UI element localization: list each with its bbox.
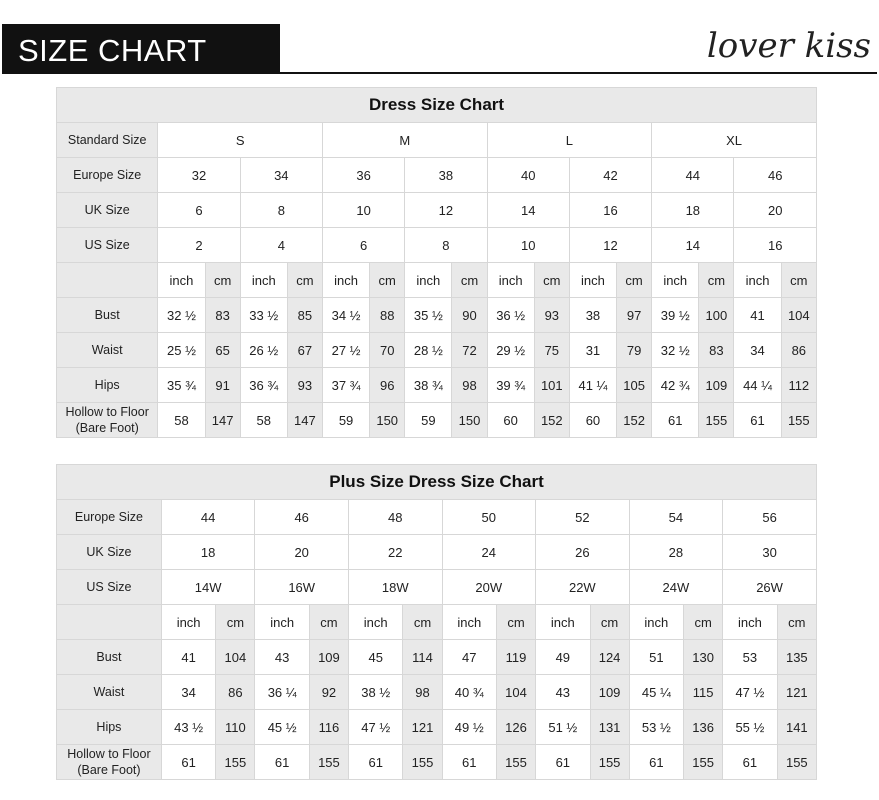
table-cell: 135: [777, 640, 816, 675]
table-cell: 155: [590, 745, 629, 780]
table-cell: 29 ½: [487, 333, 534, 368]
unit-cell: cm: [370, 263, 405, 298]
table-cell: 60: [569, 403, 616, 438]
table-cell: 147: [205, 403, 240, 438]
uk-size-row: [57, 193, 817, 228]
table-cell: 61: [734, 403, 781, 438]
unit-cell: cm: [309, 605, 348, 640]
table-cell: 18W: [348, 570, 442, 605]
table-cell: 32 ½: [158, 298, 205, 333]
unit-cell: cm: [452, 263, 487, 298]
table-cell: 147: [287, 403, 322, 438]
row-label: Hips: [57, 710, 162, 745]
table-cell: 59: [405, 403, 452, 438]
table-cell: 16: [734, 228, 817, 263]
table-cell: L: [487, 123, 652, 158]
table-cell: 36 ½: [487, 298, 534, 333]
table-cell: 43: [255, 640, 309, 675]
table-cell: 36 ¼: [255, 675, 309, 710]
table-cell: 18: [652, 193, 734, 228]
table-cell: 53 ½: [629, 710, 683, 745]
table-cell: 43 ½: [161, 710, 215, 745]
table-cell: 6: [322, 228, 404, 263]
table-cell: 104: [497, 675, 536, 710]
page-title: SIZE CHART: [18, 33, 207, 68]
row-label: Waist: [57, 333, 158, 368]
table-cell: 126: [497, 710, 536, 745]
table-cell: 155: [699, 403, 734, 438]
table-cell: 38 ¾: [405, 368, 452, 403]
unit-row: [57, 605, 817, 640]
table-cell: 155: [497, 745, 536, 780]
brand-logo: lover kiss: [706, 26, 871, 66]
table-cell: 61: [348, 745, 402, 780]
hips-row: [57, 710, 817, 745]
table-cell: 52: [536, 500, 630, 535]
table-cell: 37 ¾: [322, 368, 369, 403]
row-label: Bust: [57, 298, 158, 333]
table-cell: 47: [442, 640, 496, 675]
bust-row: [57, 298, 817, 333]
hollow-to-floor-row: [57, 403, 817, 438]
row-label: Europe Size: [57, 500, 162, 535]
table-cell: 45: [348, 640, 402, 675]
hips-row: [57, 368, 817, 403]
row-label: US Size: [57, 228, 158, 263]
unit-cell: cm: [205, 263, 240, 298]
table-cell: 38 ½: [348, 675, 402, 710]
table-cell: 97: [617, 298, 652, 333]
table-cell: 32: [158, 158, 240, 193]
table-cell: 86: [781, 333, 816, 368]
table-title-row: [57, 88, 817, 123]
table-cell: 38: [569, 298, 616, 333]
row-label-line: Hollow to Floor: [67, 747, 151, 761]
table-cell: 14: [487, 193, 569, 228]
table-cell: 10: [322, 193, 404, 228]
table-cell: 100: [699, 298, 734, 333]
table-cell: 104: [781, 298, 816, 333]
table-cell: 34: [161, 675, 215, 710]
table-cell: 59: [322, 403, 369, 438]
table-cell: 91: [205, 368, 240, 403]
table-cell: 12: [405, 193, 487, 228]
table-cell: 14: [652, 228, 734, 263]
table-cell: 121: [403, 710, 442, 745]
table-cell: 24: [442, 535, 536, 570]
table-cell: 104: [216, 640, 255, 675]
unit-cell: inch: [734, 263, 781, 298]
table-cell: 51 ½: [536, 710, 590, 745]
table-cell: 150: [452, 403, 487, 438]
plus-size-table: [56, 464, 817, 780]
table-cell: 114: [403, 640, 442, 675]
table-cell: 42: [569, 158, 651, 193]
table-cell: 39 ¾: [487, 368, 534, 403]
unit-cell: inch: [240, 263, 287, 298]
table-cell: 41 ¼: [569, 368, 616, 403]
table-cell: XL: [652, 123, 817, 158]
table-cell: 90: [452, 298, 487, 333]
table-cell: 115: [684, 675, 723, 710]
table-cell: 130: [684, 640, 723, 675]
table-cell: 61: [442, 745, 496, 780]
table-cell: 101: [534, 368, 569, 403]
table-cell: 28: [629, 535, 723, 570]
table-cell: 46: [734, 158, 817, 193]
unit-cell: inch: [442, 605, 496, 640]
row-label: UK Size: [57, 193, 158, 228]
table-cell: 35 ¾: [158, 368, 205, 403]
row-label: [57, 745, 162, 780]
unit-row: [57, 263, 817, 298]
table-cell: 8: [405, 228, 487, 263]
unit-cell: inch: [723, 605, 777, 640]
table-cell: 16: [569, 193, 651, 228]
table-cell: 53: [723, 640, 777, 675]
table-cell: 110: [216, 710, 255, 745]
table-cell: 45 ¼: [629, 675, 683, 710]
us-size-row: [57, 570, 817, 605]
table-cell: 34: [734, 333, 781, 368]
table-cell: 12: [569, 228, 651, 263]
table-cell: 43: [536, 675, 590, 710]
blank-label-cell: [57, 605, 162, 640]
table-cell: 26: [536, 535, 630, 570]
table-cell: 152: [534, 403, 569, 438]
table-cell: 4: [240, 228, 322, 263]
table-cell: 150: [370, 403, 405, 438]
row-label: Standard Size: [57, 123, 158, 158]
table-cell: 20W: [442, 570, 536, 605]
table-cell: 70: [370, 333, 405, 368]
table-cell: 93: [287, 368, 322, 403]
table-cell: 33 ½: [240, 298, 287, 333]
unit-cell: cm: [590, 605, 629, 640]
table-cell: 61: [255, 745, 309, 780]
table-title: Dress Size Chart: [57, 88, 817, 123]
unit-cell: cm: [534, 263, 569, 298]
table-cell: 36 ¾: [240, 368, 287, 403]
table-cell: 42 ¾: [652, 368, 699, 403]
table-cell: 25 ½: [158, 333, 205, 368]
uk-size-row: [57, 535, 817, 570]
row-label-line: (Bare Foot): [77, 763, 141, 777]
table-cell: 50: [442, 500, 536, 535]
table-cell: 6: [158, 193, 240, 228]
table-cell: 36: [322, 158, 404, 193]
table-cell: 124: [590, 640, 629, 675]
table-cell: 24W: [629, 570, 723, 605]
table-cell: 49 ½: [442, 710, 496, 745]
table-cell: 141: [777, 710, 816, 745]
row-label: Bust: [57, 640, 162, 675]
table-cell: 8: [240, 193, 322, 228]
bust-row: [57, 640, 817, 675]
blank-label-cell: [57, 263, 158, 298]
table-cell: 93: [534, 298, 569, 333]
unit-cell: inch: [405, 263, 452, 298]
table-cell: 39 ½: [652, 298, 699, 333]
row-label: Europe Size: [57, 158, 158, 193]
table-cell: 152: [617, 403, 652, 438]
header-divider: [280, 72, 877, 74]
row-label: [57, 403, 158, 438]
table-cell: 105: [617, 368, 652, 403]
table-cell: 45 ½: [255, 710, 309, 745]
table-cell: 10: [487, 228, 569, 263]
table-cell: M: [322, 123, 487, 158]
table-cell: 72: [452, 333, 487, 368]
table-cell: 34 ½: [322, 298, 369, 333]
europe-size-row: [57, 500, 817, 535]
table-cell: 41: [161, 640, 215, 675]
table-cell: 109: [309, 640, 348, 675]
table-cell: 38: [405, 158, 487, 193]
table-cell: 44: [652, 158, 734, 193]
table-cell: 131: [590, 710, 629, 745]
table-cell: 58: [240, 403, 287, 438]
table-cell: 44: [161, 500, 255, 535]
table-cell: 155: [777, 745, 816, 780]
table-cell: 49: [536, 640, 590, 675]
waist-row: [57, 675, 817, 710]
table-cell: 155: [216, 745, 255, 780]
table-cell: 116: [309, 710, 348, 745]
table-cell: 92: [309, 675, 348, 710]
table-cell: 40 ¾: [442, 675, 496, 710]
table-cell: 98: [403, 675, 442, 710]
unit-cell: inch: [161, 605, 215, 640]
table-cell: 88: [370, 298, 405, 333]
unit-cell: cm: [216, 605, 255, 640]
table-cell: 47 ½: [348, 710, 402, 745]
unit-cell: cm: [684, 605, 723, 640]
unit-cell: inch: [158, 263, 205, 298]
hollow-to-floor-row: [57, 745, 817, 780]
table-cell: 30: [723, 535, 817, 570]
unit-cell: cm: [699, 263, 734, 298]
table-cell: 61: [652, 403, 699, 438]
row-label-line: (Bare Foot): [75, 421, 139, 435]
table-cell: 112: [781, 368, 816, 403]
table-cell: S: [158, 123, 323, 158]
table-cell: 155: [309, 745, 348, 780]
standard-size-row: [57, 123, 817, 158]
table-cell: 44 ¼: [734, 368, 781, 403]
table-cell: 86: [216, 675, 255, 710]
table-cell: 155: [403, 745, 442, 780]
table-cell: 155: [684, 745, 723, 780]
row-label: UK Size: [57, 535, 162, 570]
table-cell: 136: [684, 710, 723, 745]
table-cell: 109: [590, 675, 629, 710]
table-cell: 61: [536, 745, 590, 780]
table-cell: 20: [255, 535, 349, 570]
table-cell: 67: [287, 333, 322, 368]
row-label: US Size: [57, 570, 162, 605]
table-cell: 18: [161, 535, 255, 570]
table-cell: 20: [734, 193, 817, 228]
table-cell: 56: [723, 500, 817, 535]
table-cell: 55 ½: [723, 710, 777, 745]
table-cell: 121: [777, 675, 816, 710]
unit-cell: cm: [403, 605, 442, 640]
table-cell: 31: [569, 333, 616, 368]
row-label: Hips: [57, 368, 158, 403]
table-cell: 16W: [255, 570, 349, 605]
unit-cell: cm: [497, 605, 536, 640]
unit-cell: inch: [629, 605, 683, 640]
table-cell: 47 ½: [723, 675, 777, 710]
table-cell: 41: [734, 298, 781, 333]
unit-cell: cm: [617, 263, 652, 298]
table-cell: 61: [161, 745, 215, 780]
unit-cell: inch: [569, 263, 616, 298]
table-cell: 79: [617, 333, 652, 368]
table-title: Plus Size Dress Size Chart: [57, 465, 817, 500]
table-cell: 83: [205, 298, 240, 333]
unit-cell: cm: [777, 605, 816, 640]
table-cell: 26 ½: [240, 333, 287, 368]
table-cell: 54: [629, 500, 723, 535]
row-label: Waist: [57, 675, 162, 710]
europe-size-row: [57, 158, 817, 193]
table-cell: 14W: [161, 570, 255, 605]
table-cell: 96: [370, 368, 405, 403]
us-size-row: [57, 228, 817, 263]
dress-size-table: [56, 87, 817, 438]
waist-row: [57, 333, 817, 368]
table-title-row: [57, 465, 817, 500]
table-cell: 61: [723, 745, 777, 780]
table-cell: 98: [452, 368, 487, 403]
table-cell: 34: [240, 158, 322, 193]
table-cell: 46: [255, 500, 349, 535]
table-cell: 35 ½: [405, 298, 452, 333]
table-cell: 2: [158, 228, 240, 263]
table-cell: 22W: [536, 570, 630, 605]
table-cell: 85: [287, 298, 322, 333]
unit-cell: inch: [322, 263, 369, 298]
table-cell: 83: [699, 333, 734, 368]
table-cell: 60: [487, 403, 534, 438]
table-cell: 28 ½: [405, 333, 452, 368]
table-cell: 27 ½: [322, 333, 369, 368]
unit-cell: inch: [536, 605, 590, 640]
table-cell: 75: [534, 333, 569, 368]
table-cell: 22: [348, 535, 442, 570]
table-cell: 48: [348, 500, 442, 535]
unit-cell: inch: [255, 605, 309, 640]
table-cell: 65: [205, 333, 240, 368]
table-cell: 119: [497, 640, 536, 675]
unit-cell: inch: [348, 605, 402, 640]
table-cell: 32 ½: [652, 333, 699, 368]
unit-cell: inch: [487, 263, 534, 298]
unit-cell: cm: [781, 263, 816, 298]
unit-cell: inch: [652, 263, 699, 298]
table-cell: 40: [487, 158, 569, 193]
table-cell: 155: [781, 403, 816, 438]
table-cell: 109: [699, 368, 734, 403]
table-cell: 58: [158, 403, 205, 438]
unit-cell: cm: [287, 263, 322, 298]
row-label-line: Hollow to Floor: [65, 405, 149, 419]
table-cell: 61: [629, 745, 683, 780]
table-cell: 26W: [723, 570, 817, 605]
table-cell: 51: [629, 640, 683, 675]
